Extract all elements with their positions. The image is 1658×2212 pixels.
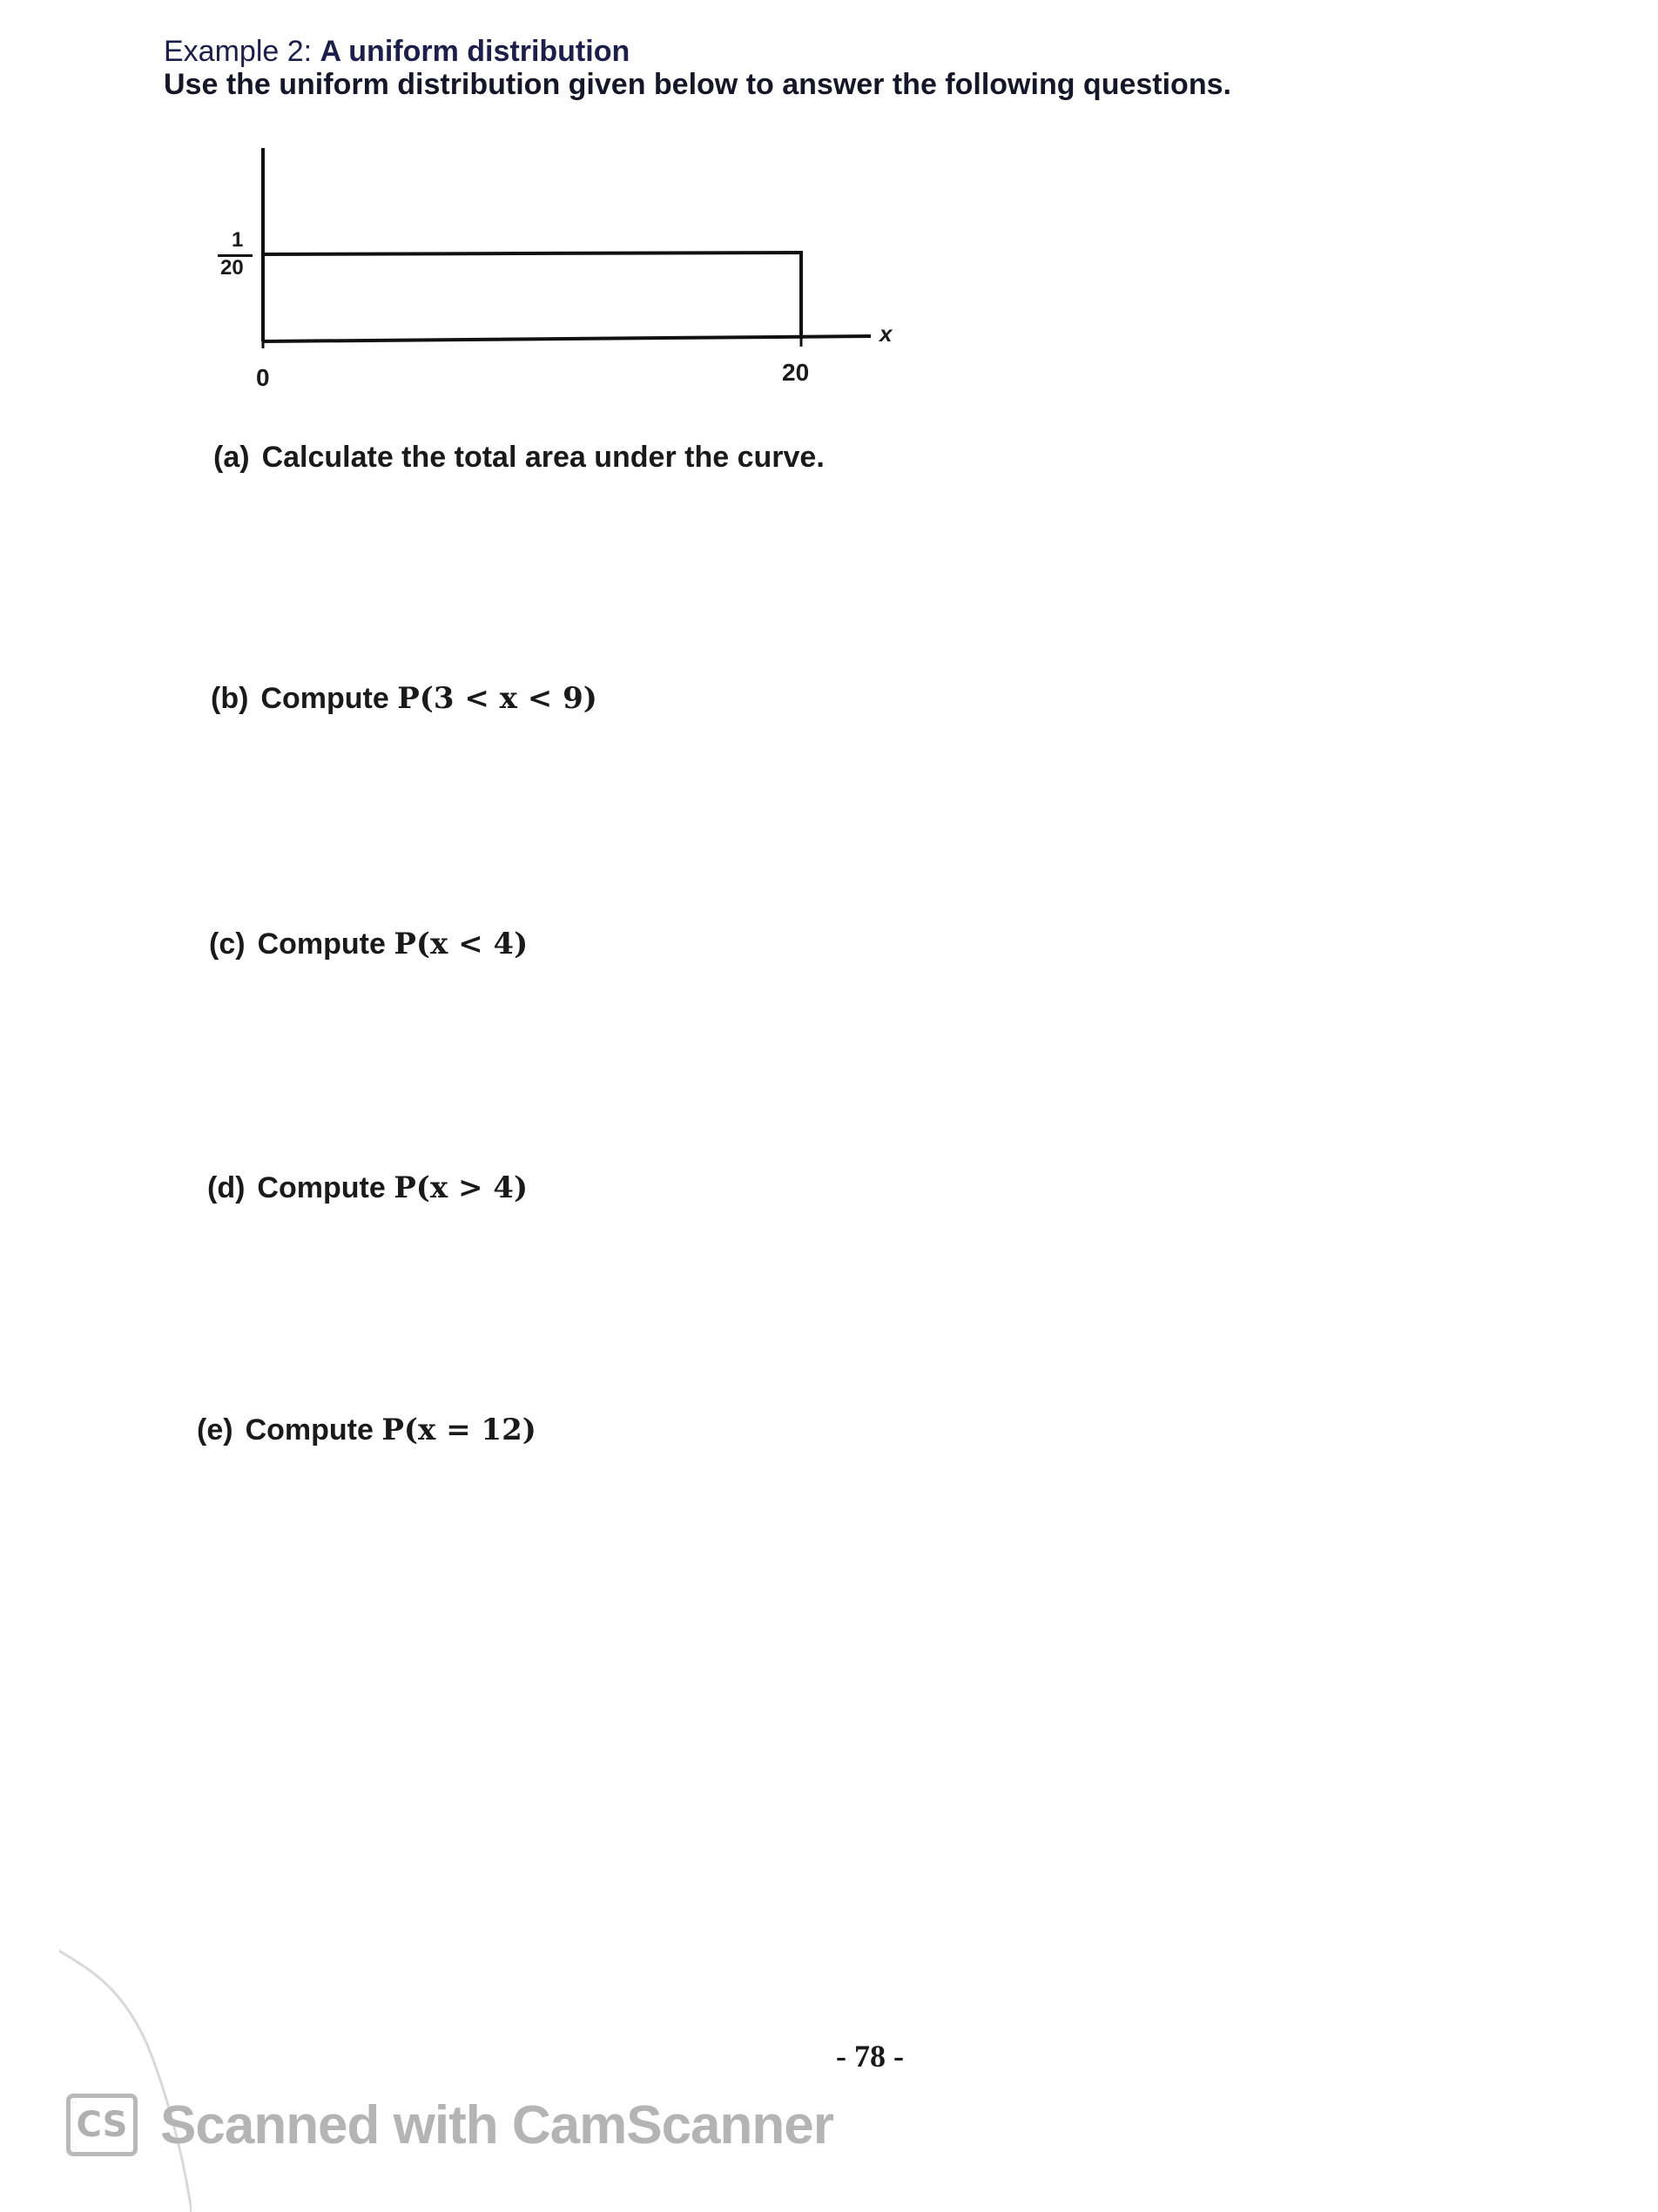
example-name: A uniform distribution (320, 35, 630, 68)
paper-fold-shadow (52, 1933, 192, 2212)
question-c (209, 927, 528, 961)
camscanner-logo-icon: CS (66, 2094, 138, 2156)
density-numerator: 1 (232, 228, 244, 252)
probability-expression: P(3 < x < 9) (397, 681, 597, 716)
question-label: (c) (209, 927, 246, 961)
question-text: Calculate the total area under the curve. (261, 441, 825, 474)
question-text: Compute (257, 927, 386, 961)
watermark-text: Scanned with CamScanner (160, 2094, 833, 2155)
question-label: (e) (197, 1413, 233, 1447)
camscanner-watermark (66, 2092, 833, 2158)
question-text: Compute (260, 682, 389, 715)
distribution-svg (192, 139, 958, 401)
question-e (197, 1413, 536, 1447)
question-label: (b) (211, 682, 249, 715)
example-title (164, 35, 630, 69)
uniform-distribution-graph (192, 139, 958, 401)
question-label: (d) (207, 1171, 246, 1204)
question-label: (a) (213, 441, 250, 474)
probability-expression: P(x > 4) (394, 1170, 529, 1205)
tick-label-start: 0 (256, 364, 270, 391)
question-d (207, 1170, 528, 1205)
question-text: Compute (257, 1171, 386, 1204)
probability-expression: P(x = 12) (381, 1413, 536, 1447)
x-axis (263, 336, 871, 341)
example-number: Example 2: (164, 35, 313, 68)
question-a (213, 441, 825, 475)
probability-expression: P(x < 4) (394, 927, 529, 961)
page-number: - 78 - (836, 2039, 904, 2074)
density-denominator: 20 (220, 256, 244, 280)
question-text: Compute (245, 1413, 374, 1447)
tick-label-end: 20 (782, 359, 810, 386)
question-b (211, 681, 597, 716)
instruction-text: Use the uniform distribution given below to answer the following questions. (164, 68, 1231, 101)
density-rectangle (263, 253, 801, 339)
axis-variable-label: x (880, 320, 893, 347)
